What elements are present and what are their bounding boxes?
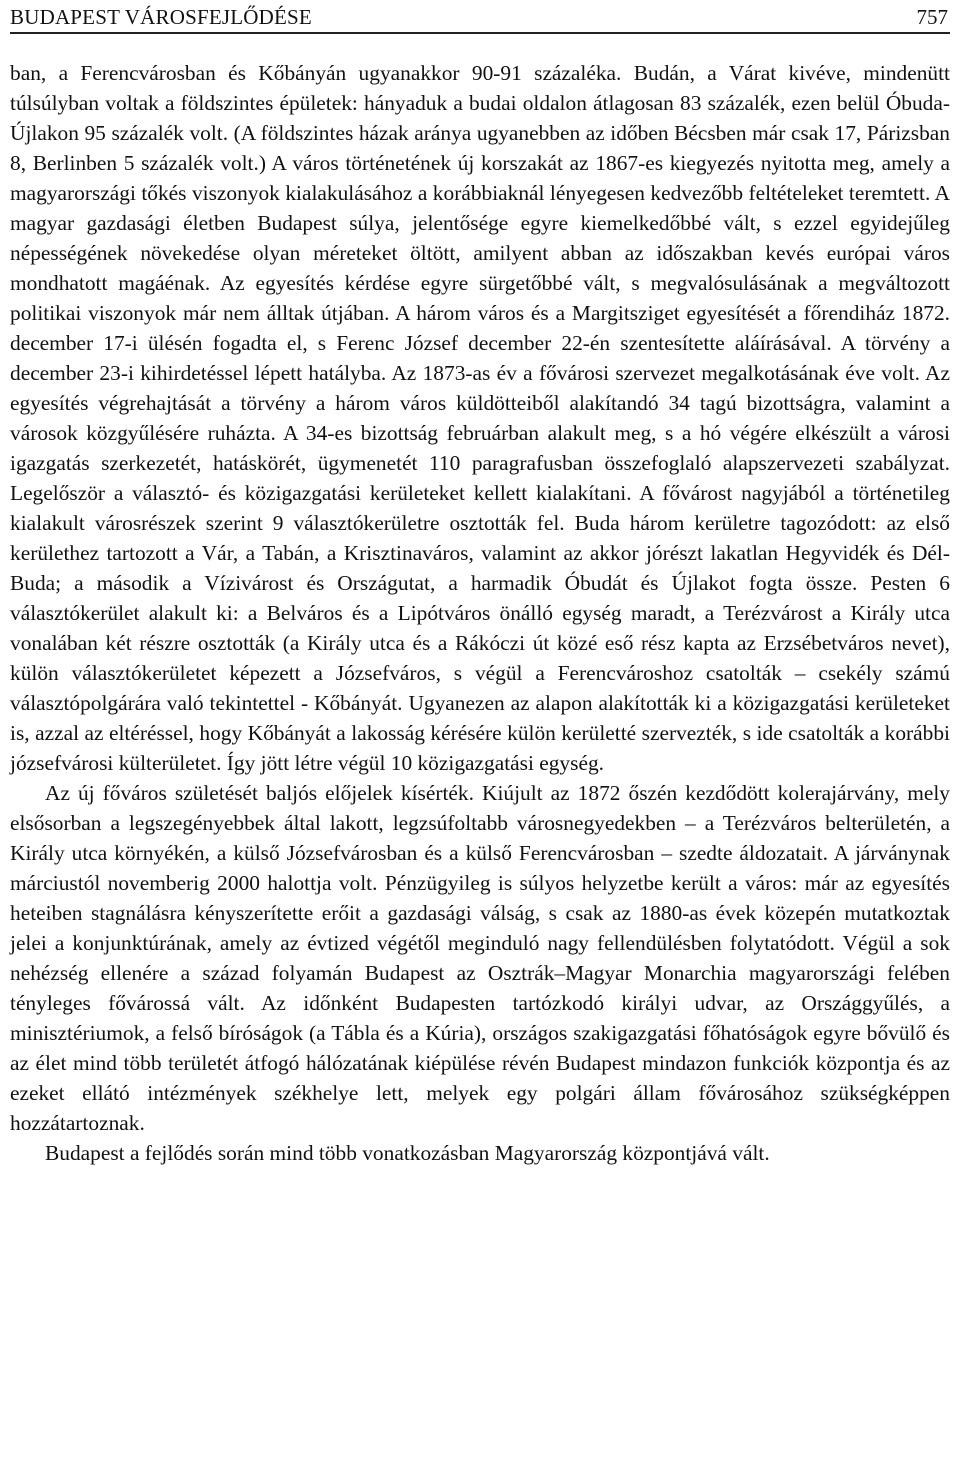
paragraph: Budapest a fejlődés során mind több vonatkozásban Magyarország központjává vált. (45, 1141, 770, 1165)
page-number: 757 (916, 5, 948, 29)
body-text (10, 58, 950, 1168)
running-title: BUDAPEST VÁROSFEJLŐDÉSE (10, 5, 312, 29)
paragraph: Az új főváros születését baljós előjelek kísérték. Kiújult az 1872 őszén kezdődött kolerajárvány, mely elsősorban a legszegényebbek által lakott, legzsúfoltabb városnegyedekben – a Terézváros belterületén, a Király utca környékén, a külső Józsefvárosban és a külső Ferencvárosban – szedte áldozatait. A járványnak márciustól novemberig 2000 halottja volt. Pénzügyileg is súlyos helyzetbe került a város: már az egyesítés heteiben stagnálásra kényszerítette erőit a gazdasági válság, s csak az 1880-as évek közepén mutatkoztak jelei a konjunktúrának, amely az évtized végétől meginduló nagy fellendülésben folytatódott. Végül a sok nehézség ellenére a század folyamán Budapest az Osztrák–Magyar Monarchia magyarországi felében tényleges fővárossá vált. Az időnként Budapesten tartózkodó királyi udvar, az Országgyűlés, a minisztériumok, a felső bíróságok (a Tábla és a Kúria), országos szakigazgatási főhatóságok egyre bővülő és az élet mind több területét átfogó hálózatának kiépülése révén Budapest mindazon funkciók központja és az ezeket ellátó intézmények székhelye lett, melyek egy polgári állam fővárosához szükségképpen hozzátartoznak. (10, 781, 950, 1135)
paragraph: ban, a Ferencvárosban és Kőbányán ugyanakkor 90-91 százaléka. Budán, a Várat kivéve, mindenütt túlsúlyban voltak a földszintes épületek: hányaduk a budai oldalon átlagosan 83 százalék, ezen belül Óbuda-Újlakon 95 százalék volt. (A földszintes házak aránya ugyanebben az időben Bécsben már csak 17, Párizsban 8, Berlinben 5 százalék volt.) A város történetének új korszakát az 1867-es kiegyezés nyitotta meg, amely a magyarországi tőkés viszonyok kialakulásához a korábbiaknál lényegesen kedvezőbb feltételeket teremtett. A magyar gazdasági életben Budapest súlya, jelentősége egyre kiemelkedőbbé vált, s ezzel egyidejűleg népességének növekedése olyan méreteket öltött, amilyent abban az időszakban kevés európai város mondhatott magáénak. Az egyesítés kérdése egyre sürgetőbbé vált, s megvalósulásának a megváltozott politikai viszonyok már nem álltak útjában. A három város és a Margitsziget egyesítését a főrendiház 1872. december 17-i ülésén fogadta el, s Ferenc József december 22-én szentesítette aláírásával. A törvény a december 23-i kihirdetéssel lépett hatályba. Az 1873-as év a fővárosi szervezet megalkotásának éve volt. Az egyesítés végrehajtását a törvény a három város küldötteiből alakítandó 34 tagú bizottságra, valamint a városok közgyűlésére ruházta. A 34-es bizottság februárban alakult meg, s a hó végére elkészült a városi igazgatás szerkezetét, hatáskörét, ügymenetét 110 paragrafusban összefoglaló alapszervezeti szabályzat. Legelőször a választó- és közigazgatási kerületeket kellett kialakítani. A fővárost nagyjából a történetileg kialakult városrészek szerint 9 választókerületre osztották fel. Buda három kerületre tagozódott: az első kerülethez tartozott a Vár, a Tabán, a Krisztinaváros, valamint az akkor jórészt lakatlan Hegyvidék és Dél-Buda; a második a Vízivárost és Országutat, a harmadik Óbudát és Újlakot fogta össze. Pesten 6 választókerület alakult ki: a Belváros és a Lipótváros önálló egység maradt, a Terézvárost a Király utca vonalában két részre osztották (a Király utca és a Rákóczi út közé eső rész kapta az Erzsébetváros nevet), külön választókerületet képezett a Józsefváros, s végül a Ferencvároshoz csatolták – csekély számú választópolgárára való tekintettel - Kőbányát. Ugyanezen az alapon alakították ki a közigazgatási kerületeket is, azzal az eltéréssel, hogy Kőbányát a lakosság kérésére külön kerületté szervezték, s ide csatolták a korábbi józsefvárosi külterületet. Így jött létre végül 10 közigazgatási egység. (10, 61, 950, 775)
running-header (10, 2, 950, 34)
